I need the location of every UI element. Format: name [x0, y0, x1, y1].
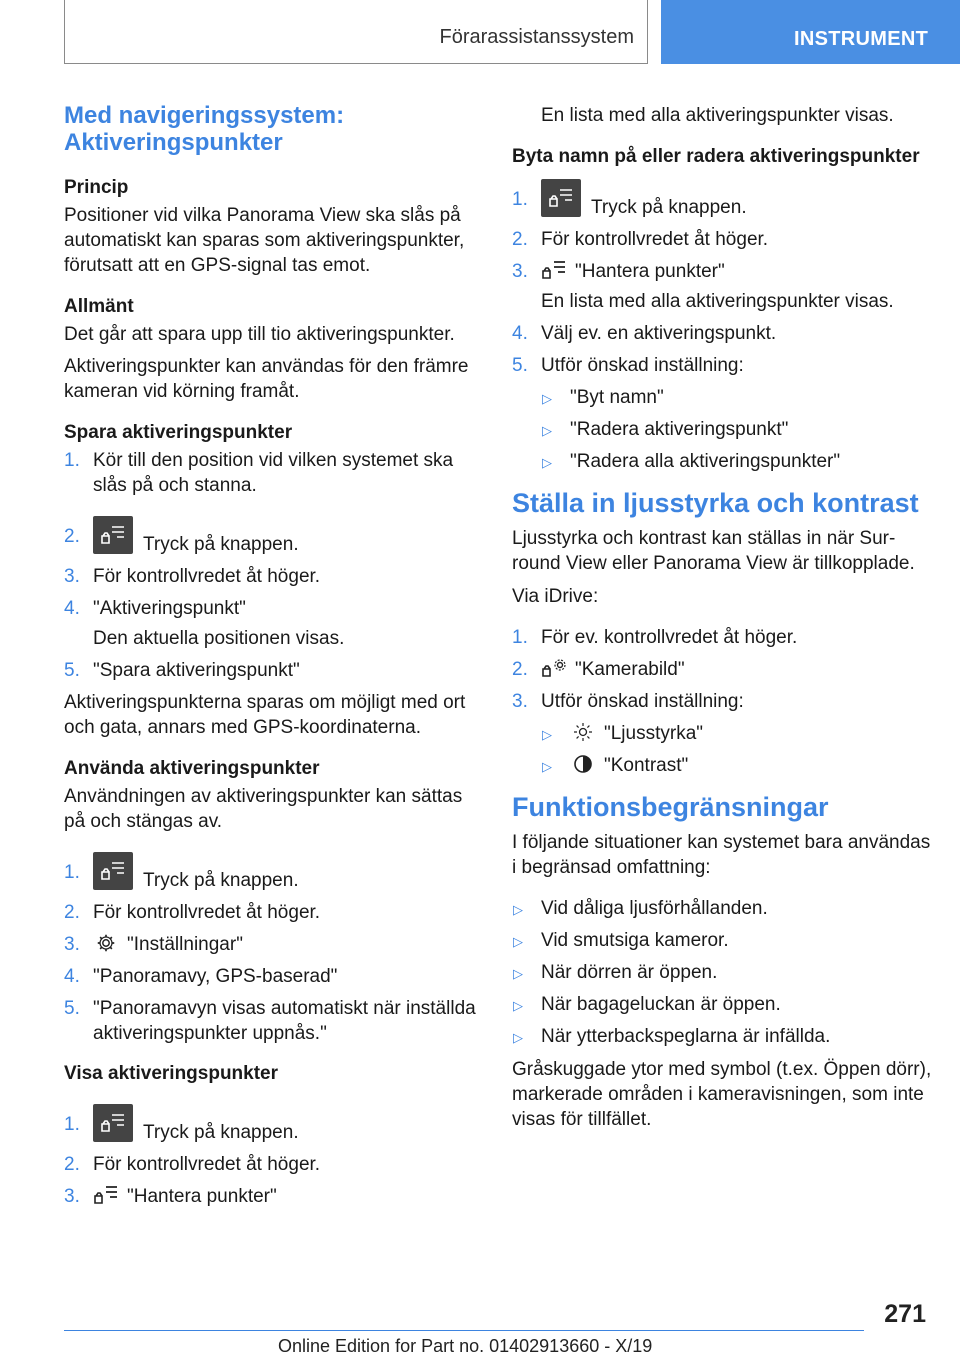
list-funk	[512, 896, 932, 1049]
list-item: ▷ "Radera aktiveringspunkt"	[542, 419, 789, 440]
footer-edition: Online Edition for Part no. 01402913660 - X/19	[278, 1336, 653, 1356]
list-item: 1. Kör till den position vid vilken systemet ska slås på och stanna.	[64, 450, 454, 496]
list-item: ▷ När dörren är öppen.	[513, 962, 718, 983]
text-funk: I följande situationer kan systemet bara användas i begränsad omfattning:	[512, 832, 931, 878]
heading-visa: Visa aktiveringspunkter	[64, 1063, 279, 1084]
camera-button-icon[interactable]	[93, 1104, 133, 1142]
list-item: ▷ "Kontrast"	[542, 755, 689, 776]
list-item: ▷ Vid dåliga ljusförhållanden.	[513, 898, 768, 919]
text-princip: Positioner vid vilka Panorama View ska slås på automatiskt kan sparas som aktiveringspunkter, förutsatt att en GPS-signal tas emot.	[64, 205, 465, 276]
manage-points-icon	[93, 1184, 119, 1206]
list-item: ▷ "Byt namn"	[542, 387, 664, 408]
list-item: 4. "Aktiveringspunkt"	[64, 598, 246, 619]
list-byta	[512, 179, 932, 284]
camera-button-icon[interactable]	[541, 179, 581, 217]
heading-byta: Byta namn på eller radera aktiveringspunkter	[512, 146, 920, 167]
list-item: 2. För kontrollvredet åt höger.	[64, 1154, 321, 1175]
list-visa	[64, 1104, 476, 1209]
section-title-funktionsbegransningar: Funktionsbegränsningar	[512, 792, 829, 822]
header-section-wrap	[64, 0, 648, 64]
right-column	[512, 103, 932, 1148]
manage-points-icon	[541, 259, 567, 281]
list-item: 2. Tryck på knappen.	[64, 516, 476, 557]
list-item: ▷ När ytterbackspeglarna är infällda.	[513, 1026, 831, 1047]
heading-anvanda: Använda aktiveringspunkter	[64, 758, 320, 779]
gear-icon	[93, 932, 119, 954]
sub-text-position: Den aktuella positionen visas.	[93, 628, 345, 649]
camera-settings-icon	[541, 657, 567, 679]
list-item: 3. Utför önskad inställning:	[512, 691, 744, 712]
text-anvanda: Användningen av aktiveringspunkter kan sättas på och stängas av.	[64, 786, 463, 832]
heading-spara: Spara aktiveringspunkter	[64, 422, 293, 443]
list-item: ▷ När bagageluckan är öppen.	[513, 994, 781, 1015]
list-spara-cont	[64, 658, 476, 683]
list-item: 2. För kontrollvredet åt höger.	[512, 229, 769, 250]
list-item: 4. "Panoramavy, GPS-baserad"	[64, 966, 338, 987]
text-spara-after: Aktiveringspunkterna sparas om möjligt med ort och gata, annars med GPS-koordinaterna.	[64, 692, 466, 738]
list-item: 2. "Kamerabild"	[512, 659, 685, 680]
list-item: 5. "Spara aktiveringspunkt"	[64, 660, 300, 681]
list-item: ▷ "Radera alla aktiveringspunkter"	[542, 451, 841, 472]
list-ljus-options	[512, 721, 932, 778]
list-item: 1. För ev. kontrollvredet åt höger.	[512, 627, 798, 648]
heading-allmant: Allmänt	[64, 296, 134, 317]
page-number: 271	[884, 1300, 926, 1328]
list-item: 1. Tryck på knappen.	[512, 179, 932, 220]
camera-button-icon[interactable]	[93, 516, 133, 554]
footer-divider	[64, 1330, 864, 1331]
heading-princip: Princip	[64, 177, 129, 198]
list-item: 1. Tryck på knappen.	[64, 852, 476, 893]
left-column	[64, 102, 476, 1216]
header-tab-instrument[interactable]: INSTRUMENT	[661, 0, 960, 64]
list-item: 3. "Inställningar"	[64, 934, 243, 955]
list-spara	[64, 448, 476, 621]
text-allmant-1: Det går att spara upp till tio aktiveringspunkter.	[64, 324, 455, 345]
text-funk-after: Gråskuggade ytor med symbol (t.ex. Öppen dörr), markerade områden i kameravisningen, som inte visas för tillfället.	[512, 1059, 932, 1130]
sub-text-list-shown: En lista med alla aktiveringspunkter visas.	[541, 105, 894, 126]
text-allmant-2: Aktiveringspunkter kan användas för den främre kameran vid körning framåt.	[64, 356, 469, 402]
text-via-idrive: Via iDrive:	[512, 586, 599, 607]
brightness-icon	[570, 721, 596, 743]
list-item: ▷ Vid smutsiga kameror.	[513, 930, 729, 951]
list-anvanda	[64, 852, 476, 1046]
list-ljus	[512, 625, 932, 714]
list-item: 1. Tryck på knappen.	[64, 1104, 476, 1145]
list-item: 5. "Panoramavyn visas automatiskt när inställda aktiveringspunkter uppnås."	[64, 998, 476, 1044]
list-byta-options	[512, 385, 932, 474]
section-title-aktiveringspunkter: Med navigeringssystem: Aktiveringspunkter	[64, 102, 345, 156]
list-item: 2. För kontrollvredet åt höger.	[64, 902, 321, 923]
list-item: 5. Utför önskad inställning:	[512, 355, 744, 376]
text-ljusstyrka: Ljusstyrka och kontrast kan ställas in när Sur‐round View eller Panorama View är tillkopplade.	[512, 528, 915, 574]
list-item: 3. För kontrollvredet åt höger.	[64, 566, 321, 587]
list-item: ▷ "Ljusstyrka"	[542, 723, 704, 744]
list-item: 3. "Hantera punkter"	[64, 1186, 277, 1207]
camera-button-icon[interactable]	[93, 852, 133, 890]
sub-text-list-shown-2: En lista med alla aktiveringspunkter visas.	[541, 291, 894, 312]
list-item: 3. "Hantera punkter"	[512, 261, 725, 282]
contrast-icon	[570, 753, 596, 775]
section-title-ljusstyrka: Ställa in ljusstyrka och kontrast	[512, 488, 919, 518]
header-section-title: Förarassistanssystem	[439, 26, 634, 48]
list-byta-cont	[512, 321, 932, 378]
list-item: 4. Välj ev. en aktiveringspunkt.	[512, 323, 777, 344]
